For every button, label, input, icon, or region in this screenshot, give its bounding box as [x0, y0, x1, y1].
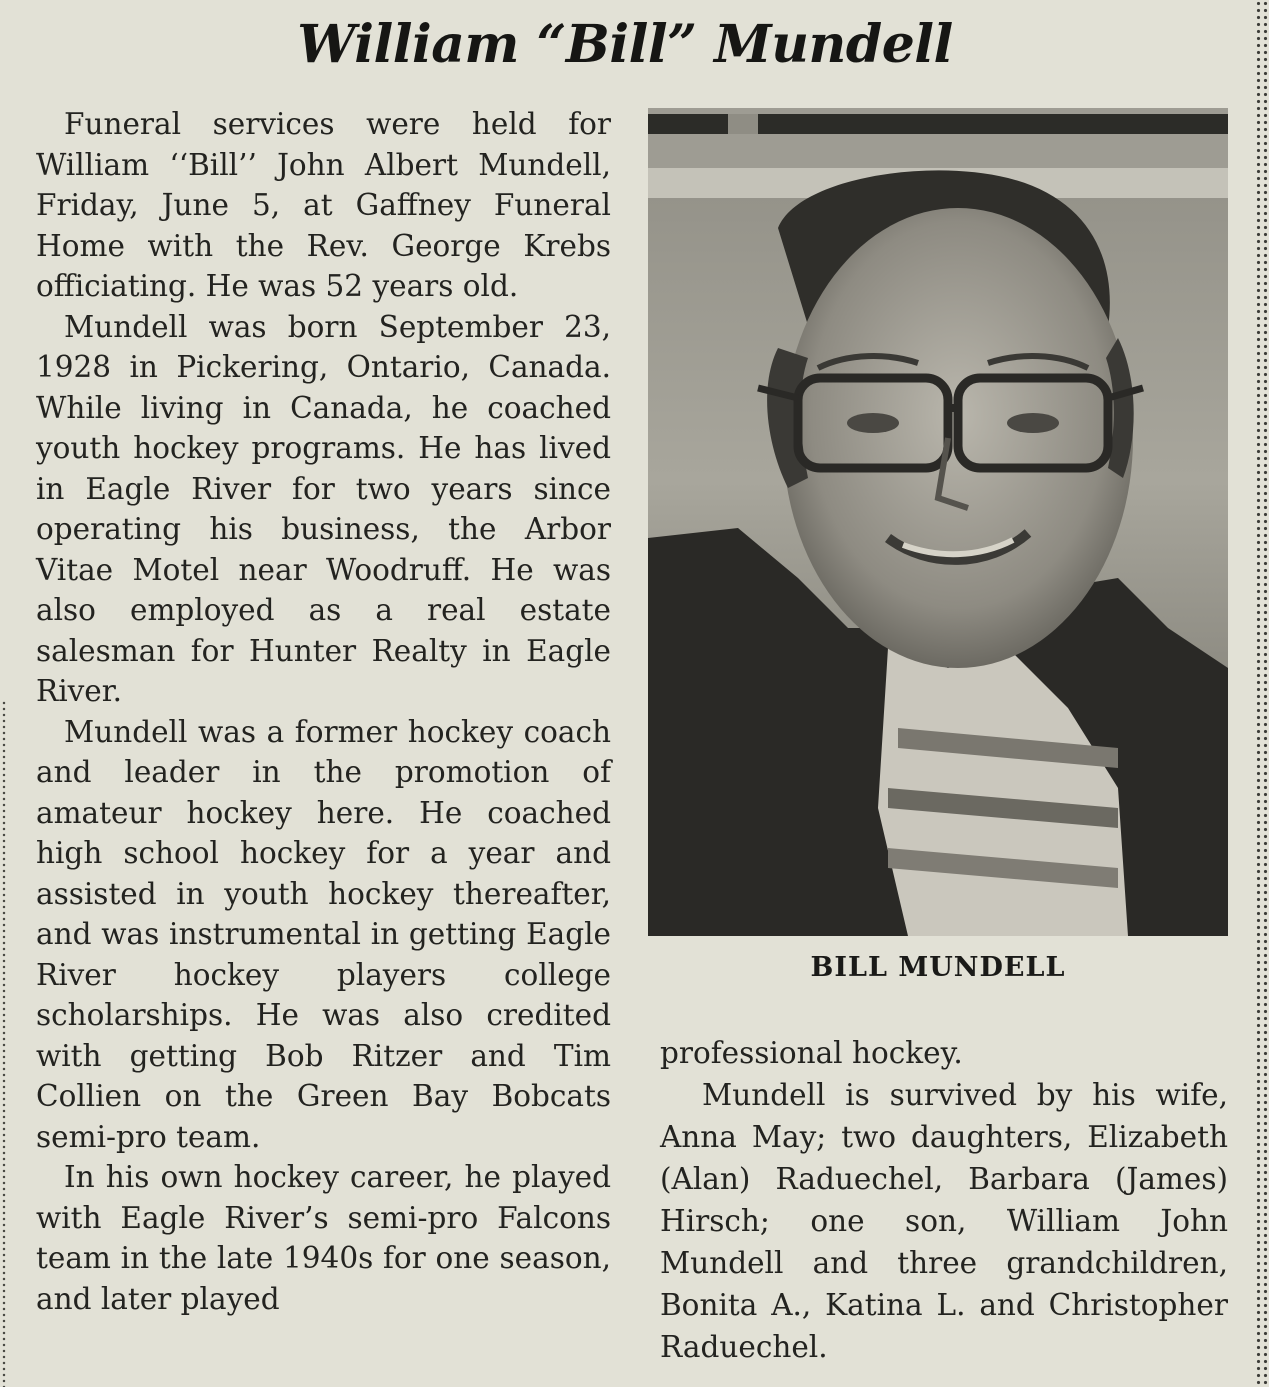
- paragraph-funeral: Funeral services were held for William ‘‘Bill’’ John Albert Mundell, Friday, June 5, at Gaffney Funeral Home with the Rev. George Krebs officiating. He was 52 years old.: [36, 107, 611, 303]
- photo-caption: BILL MUNDELL: [810, 952, 1066, 983]
- perforated-edge-right: [1255, 0, 1269, 1387]
- paragraph-hockey-career: In his own hockey career, he played with Eagle River’s semi-pro Falcons team in the late 1940s for one season, and later played: [36, 1160, 611, 1316]
- portrait-image: [648, 108, 1228, 936]
- paragraph-biography: Mundell was born September 23, 1928 in Pickering, Ontario, Canada. While living in Canada, he coached youth hockey programs. He has lived in Eagle River for two years since operating his business, the Arbor Vitae Motel near Woodruff. He was also employed as a real estate salesman for Hunter Realty in Eagle River.: [36, 309, 611, 708]
- obituary-headline: William “Bill” Mundell: [297, 14, 953, 75]
- left-column: [36, 104, 611, 1319]
- paragraph-hockey-coaching: Mundell was a former hockey coach and leader in the promotion of amateur hockey here. He coached high school hockey for a year and assisted in youth hockey thereafter, and was instrumental in getting Eagle River hockey players college scholarships. He was also credited with getting Bob Ritzer and Tim Collien on the Green Bay Bobcats semi-pro team.: [36, 714, 611, 1154]
- paragraph-survivors: Mundell is survived by his wife, Anna May; two daughters, Elizabeth (Alan) Raduechel, Barbara (James) Hirsch; one son, William John Mundell and three grandchildren, Bonita A., Katina L. and Christopher Raduechel.: [660, 1078, 1228, 1364]
- perforated-edge-left: [2, 700, 6, 1387]
- portrait-photo: [648, 108, 1228, 936]
- paragraph-continuation: professional hockey.: [660, 1036, 963, 1070]
- right-column: [660, 1032, 1228, 1368]
